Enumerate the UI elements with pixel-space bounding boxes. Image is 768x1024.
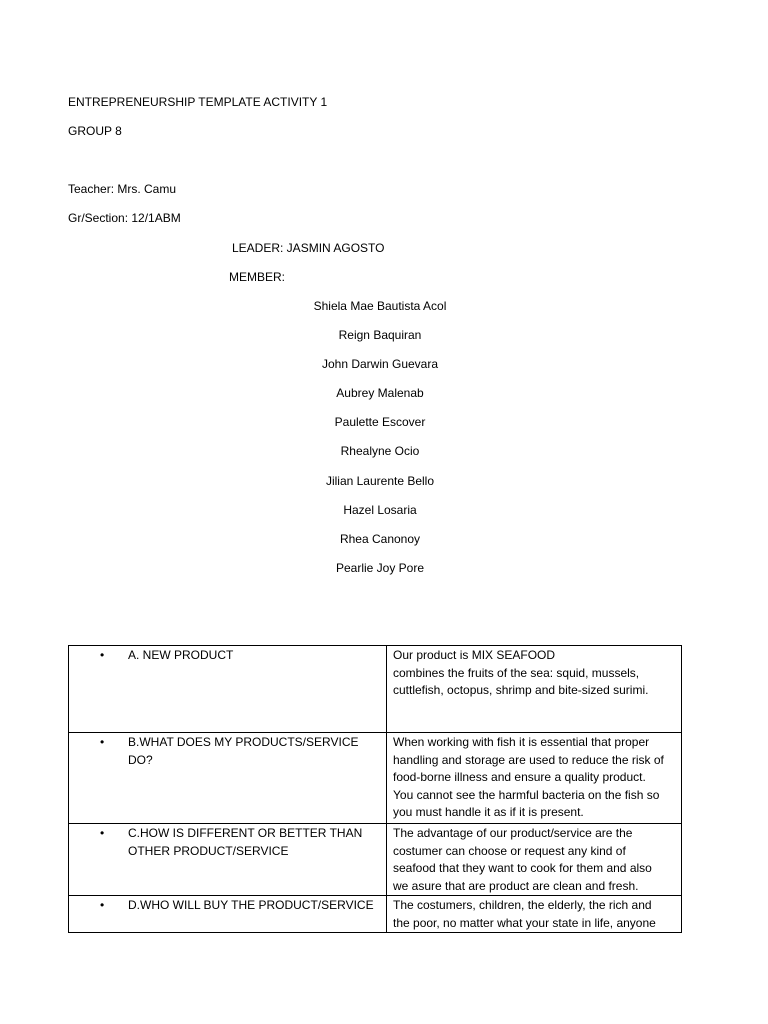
document-title: ENTREPRENEURSHIP TEMPLATE ACTIVITY 1 (68, 95, 328, 109)
section-label: Gr/Section: 12/1ABM (68, 211, 181, 225)
bullet: • (100, 898, 105, 912)
question-text: A. NEW PRODUCT (128, 648, 234, 662)
question-cell (69, 824, 387, 896)
answer-cell (387, 896, 682, 933)
table-row (69, 646, 682, 733)
question-cell (69, 896, 387, 933)
answer-line: combines the fruits of the sea: squid, mussels, (393, 665, 640, 680)
teacher-label: Teacher: Mrs. Camu (68, 182, 177, 196)
member-heading: MEMBER: (229, 270, 286, 284)
answer-line: Our product is MIX SEAFOOD (393, 648, 556, 662)
answer-line: When working with fish it is essential that proper (393, 735, 650, 749)
leader-label: LEADER: JASMIN AGOSTO (232, 241, 385, 255)
answer-cell (387, 824, 682, 896)
member-name: John Darwin Guevara (321, 357, 439, 371)
member-name: Pearlie Joy Pore (335, 561, 425, 575)
table-row (69, 824, 682, 896)
answer-line: cuttlefish, octopus, shrimp and bite-sized surimi. (393, 683, 649, 697)
answer-line: you must handle it as if it is present. (393, 805, 584, 819)
answer-line: we asure that are product are clean and fresh. (393, 878, 639, 893)
answer-line: handling and storage are used to reduce the risk of (393, 752, 664, 767)
member-name: Reign Baquiran (338, 328, 422, 342)
question-cell (69, 646, 387, 733)
member-name: Jilian Laurente Bello (325, 474, 435, 488)
bullet: • (100, 648, 105, 662)
product-table (68, 645, 682, 933)
bullet: • (100, 735, 105, 749)
member-name: Hazel Losaria (343, 503, 417, 517)
member-name: Rhea Canonoy (339, 532, 421, 546)
table-row (69, 733, 682, 824)
question-text: C.HOW IS DIFFERENT OR BETTER THAN OTHER PRODUCT/SERVICE (128, 826, 363, 858)
table-row (69, 896, 682, 933)
answer-cell (387, 646, 682, 733)
answer-line: the poor, no matter what your state in life, anyone (393, 915, 656, 930)
group-label: GROUP 8 (68, 124, 122, 138)
answer-cell (387, 733, 682, 824)
answer-line: The costumers, children, the elderly, the rich and (393, 898, 652, 912)
member-name: Paulette Escover (334, 415, 426, 429)
question-text: D.WHO WILL BUY THE PRODUCT/SERVICE (128, 898, 374, 912)
answer-line: seafood that they want to cook for them and also (393, 861, 652, 875)
answer-line: You cannot see the harmful bacteria on the fish so (393, 787, 660, 802)
member-name: Aubrey Malenab (336, 386, 424, 400)
bullet: • (100, 826, 105, 840)
member-name: Rhealyne Ocio (340, 444, 420, 458)
answer-line: costumer can choose or request any kind of (393, 843, 626, 858)
answer-line: food-borne illness and ensure a quality product. (393, 770, 646, 784)
answer-line: The advantage of our product/service are the (393, 826, 633, 840)
question-cell (69, 733, 387, 824)
member-name: Shiela Mae Bautista Acol (313, 299, 447, 313)
question-text: B.WHAT DOES MY PRODUCTS/SERVICE DO? (128, 735, 359, 767)
